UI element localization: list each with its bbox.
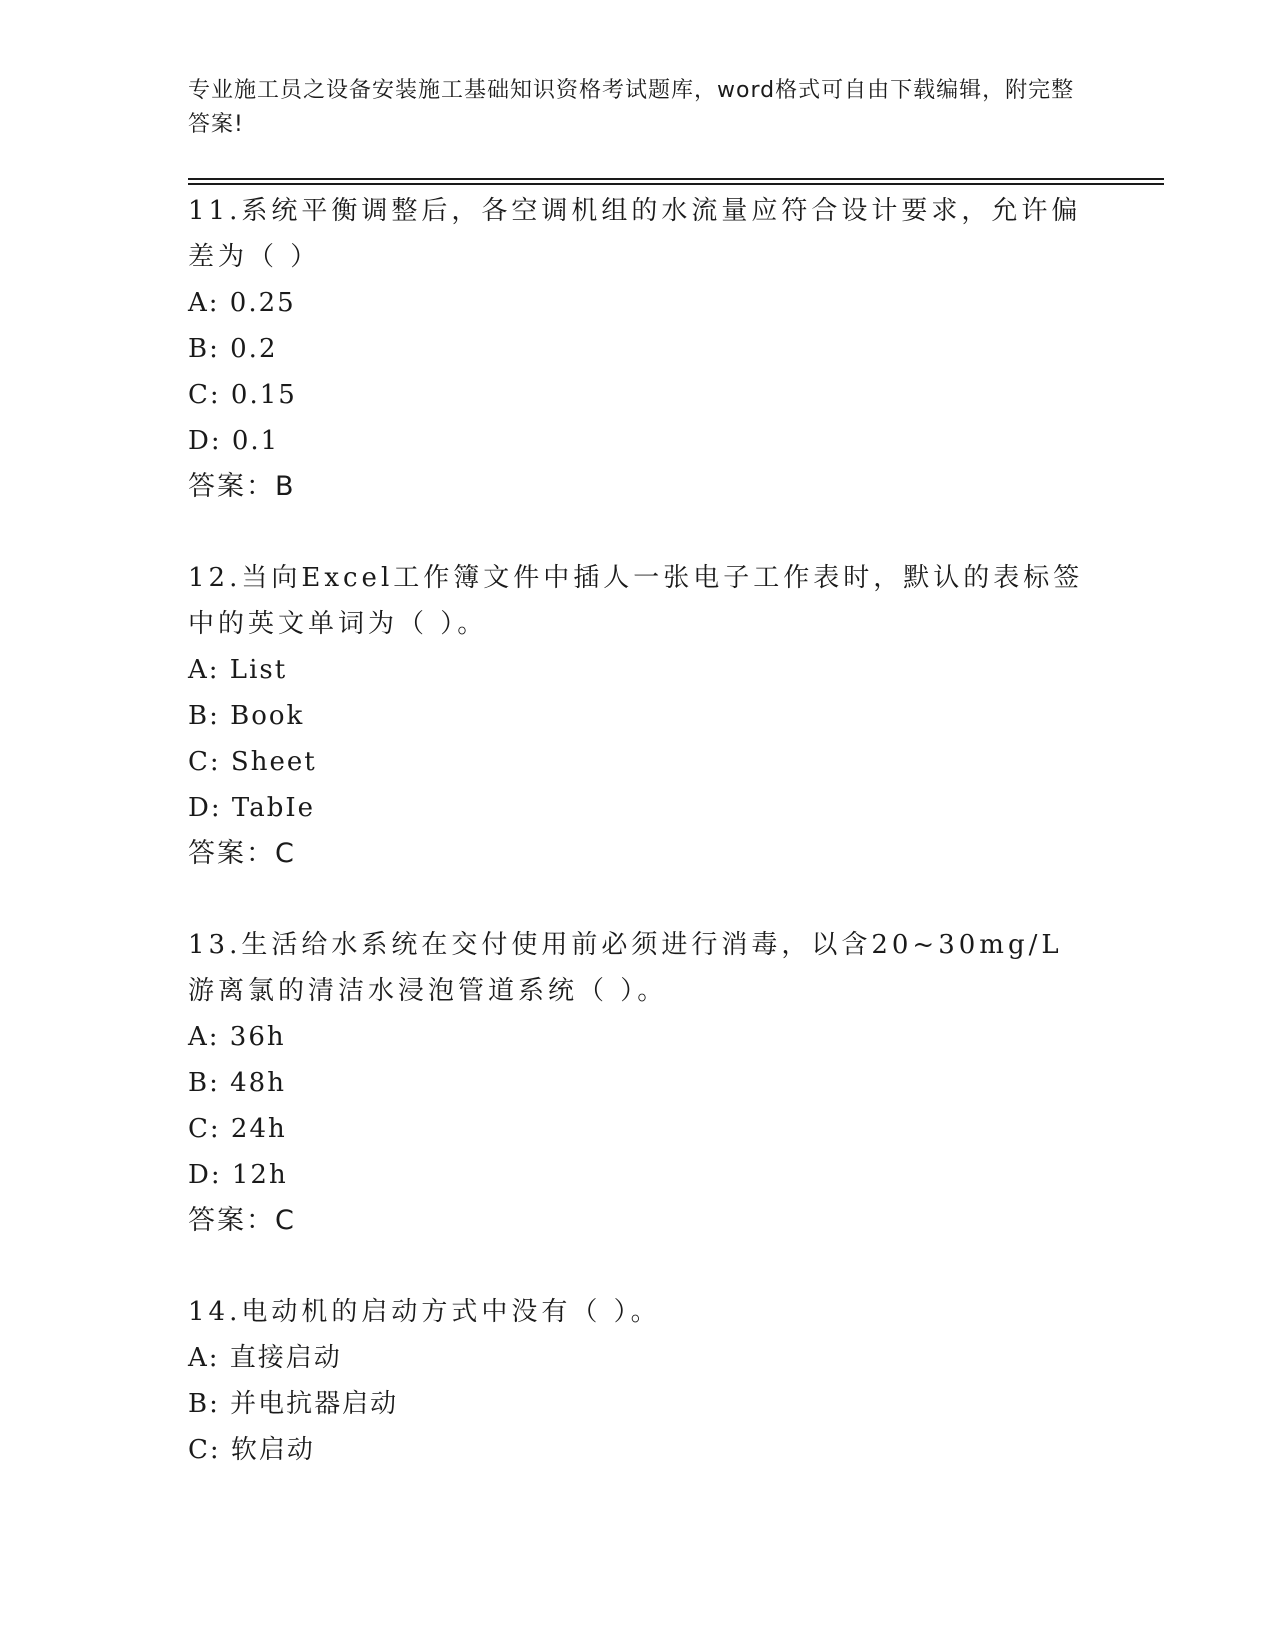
- answer: 答案：C: [188, 838, 296, 869]
- option-c: C: 24h: [188, 1114, 287, 1144]
- option-d: D: TabIe: [188, 793, 315, 823]
- question-text: 11.系统平衡调整后，各空调机组的水流量应符合设计要求，允许偏差为（ ）: [188, 196, 1082, 272]
- option-d: D: 12h: [188, 1160, 288, 1190]
- option-b: B: 0.2: [188, 334, 278, 364]
- question-text: 13.生活给水系统在交付使用前必须进行消毒，以含20~30mg/L游离氯的清洁水浸泡管道系统（ ）。: [188, 930, 1063, 1006]
- header-divider-top: [188, 178, 1164, 180]
- option-a: A: 36h: [188, 1022, 286, 1052]
- option-c: C: Sheet: [188, 747, 317, 777]
- option-b: B: 并电抗器启动: [188, 1389, 399, 1419]
- question-13: [188, 922, 1088, 1244]
- question-list: [188, 188, 1088, 1518]
- header-divider-bottom: [188, 183, 1164, 185]
- option-c: C: 0.15: [188, 380, 297, 410]
- option-b: B: Book: [188, 701, 305, 731]
- option-c: C: 软启动: [188, 1435, 315, 1465]
- option-a: A: List: [188, 655, 288, 685]
- answer: 答案：C: [188, 1205, 296, 1236]
- question-14: [188, 1289, 1088, 1473]
- answer: 答案：B: [188, 471, 296, 502]
- question-text: 12.当向Excel工作簿文件中插人一张电子工作表时，默认的表标签中的英文单词为（ ）。: [188, 563, 1084, 639]
- question-11: [188, 188, 1088, 510]
- option-b: B: 48h: [188, 1068, 286, 1098]
- option-a: A: 直接启动: [188, 1343, 342, 1373]
- document-header: 专业施工员之设备安装施工基础知识资格考试题库，word格式可自由下载编辑，附完整答案!: [188, 78, 1075, 137]
- option-a: A: 0.25: [188, 288, 296, 318]
- question-text: 14.电动机的启动方式中没有（ ）。: [188, 1297, 661, 1327]
- question-12: [188, 555, 1088, 877]
- option-d: D: 0.1: [188, 426, 280, 456]
